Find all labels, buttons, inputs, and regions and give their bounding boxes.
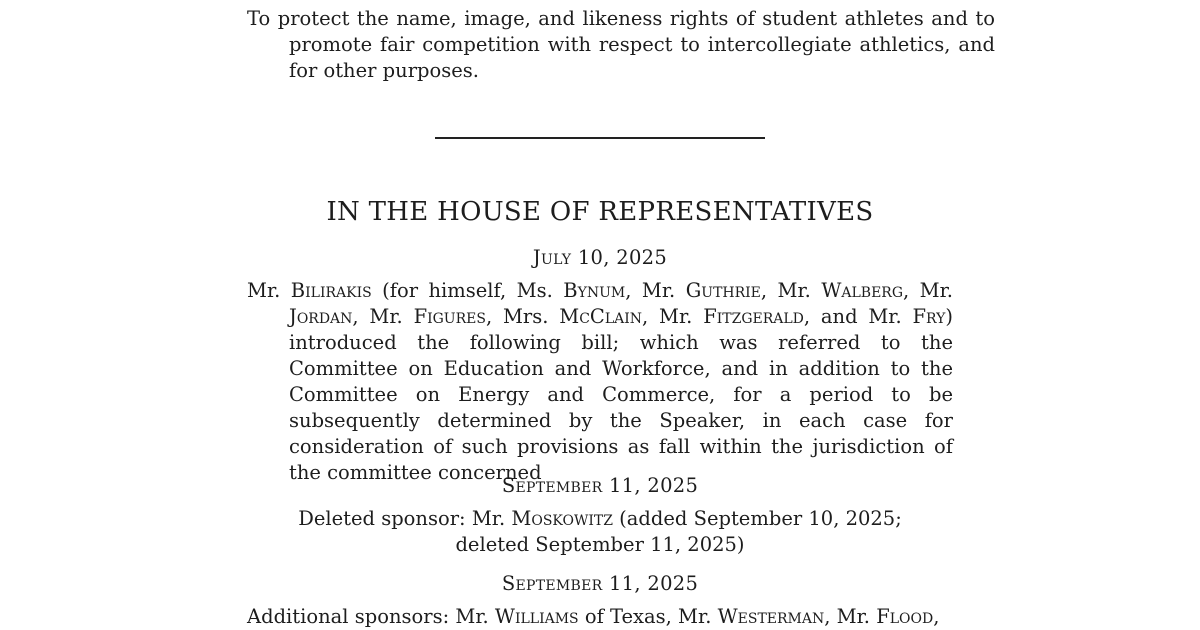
action-text-segment: , Mr. [760,279,822,302]
action-text-segment: , Mr. [625,279,686,302]
action-text [282,506,918,558]
chamber-heading: IN THE HOUSE OF REPRESENTATIVES [326,197,874,227]
member-name: Guthrie [685,279,761,302]
action-text-segment: (for himself, Ms. [371,279,564,302]
action-text [247,604,953,630]
member-name: Moskowitz [511,507,613,530]
member-name: Flood [876,605,934,628]
action-text-segment: , Mr. [352,305,414,328]
member-name: Walberg [821,279,904,302]
action-date: September 11, 2025 [501,474,699,497]
action-text-segment: ) introduced the following bill; which was referred to the Committee on Education and Workforce, and in addition to the Committee on Energy and Commerce, for a period to be subsequently determined by the Speaker, in each case for consideration of such provisions as fall within the jurisdiction of the committee concerned [289,305,953,484]
member-name: Jordan [289,305,353,328]
action-date: September 11, 2025 [501,572,699,595]
member-name: Fry [912,305,946,328]
section-divider [435,137,765,139]
member-name: Bynum [563,279,626,302]
action-text-segment: Deleted sponsor: Mr. [298,507,512,530]
action-text-segment: (added September 10, 2025; deleted September 11, 2025) [455,507,902,556]
member-name: Fitzgerald [703,305,804,328]
action-date: July 10, 2025 [532,246,668,269]
action-text-segment: , and Mr. [803,305,913,328]
action-text-segment: , Mr. [903,279,953,302]
member-name: Bilirakis [290,279,372,302]
member-name: Westerman [717,605,825,628]
action-text-segment: of Texas, Mr. [578,605,718,628]
action-text [247,278,953,486]
member-name: Figures [413,305,486,328]
action-text-segment: , Mr. [824,605,877,628]
action-text-segment: , Mrs. [485,305,560,328]
action-text-segment: Additional sponsors: Mr. [247,605,495,628]
action-text-segment: , [933,605,940,628]
action-text-segment: Mr. [247,279,291,302]
member-name: McClain [559,305,643,328]
action-text-segment: , Mr. [642,305,704,328]
member-name: Williams [494,605,579,628]
bill-purpose-text: To protect the name, image, and likeness rights of student athletes and to promote fair competition with respect to intercollegiate athletics, and for other purposes. [247,7,995,82]
